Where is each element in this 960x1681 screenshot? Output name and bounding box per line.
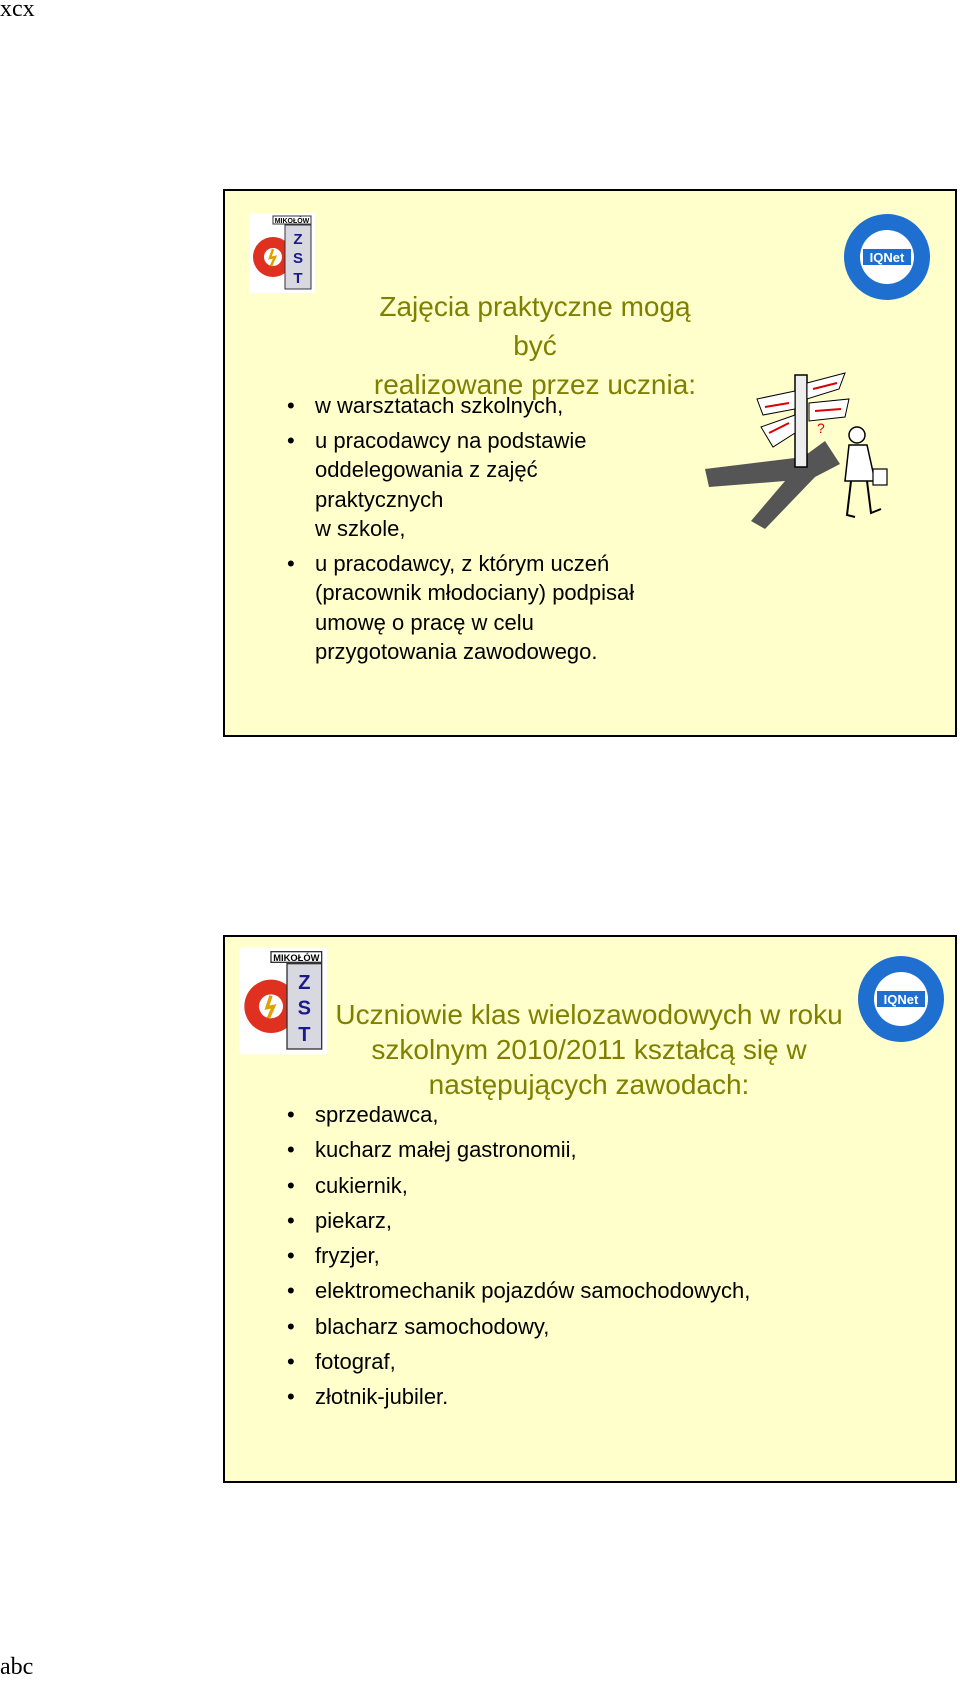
- list-item: • fryzjer,: [279, 1238, 919, 1273]
- list-item: • u pracodawcy, z którym uczeń (pracownik młodociany) podpisał umowę o pracę w celu przygotowania zawodowego.: [279, 549, 679, 667]
- slide-1: [223, 189, 957, 737]
- list-item: • elektromechanik pojazdów samochodowych,: [279, 1273, 919, 1308]
- page-footer-text: abc: [0, 1654, 34, 1680]
- school-logo-name: MIKOŁÓW: [274, 218, 310, 225]
- list-item: • kucharz małej gastronomii,: [279, 1132, 919, 1167]
- slide-1-title: Zajęcia praktyczne mogą być realizowane przez ucznia:: [373, 291, 697, 400]
- school-logo-name: MIKOŁÓW: [273, 953, 320, 963]
- iqnet-certified-logo: [857, 955, 945, 1043]
- slide-1-bullet-list: [279, 391, 679, 672]
- school-logo-zst: [249, 213, 315, 293]
- cert-logo-text: IQNet: [869, 250, 905, 265]
- svg-text:Z: Z: [293, 231, 303, 248]
- svg-text:?: ?: [817, 420, 825, 436]
- list-item: • sprzedawca,: [279, 1097, 919, 1132]
- svg-text:S: S: [297, 997, 312, 1020]
- cert-logo-text: IQNet: [883, 992, 919, 1007]
- list-item: • złotnik-jubiler.: [279, 1379, 919, 1414]
- list-item: • w warsztatach szkolnych,: [279, 391, 679, 421]
- list-item: • piekarz,: [279, 1203, 919, 1238]
- slide-2: [223, 935, 957, 1483]
- list-item: • fotograf,: [279, 1344, 919, 1379]
- svg-text:S: S: [292, 250, 304, 267]
- page-header-text: xcx: [0, 0, 35, 22]
- list-item: • blacharz samochodowy,: [279, 1309, 919, 1344]
- list-item: • u pracodawcy na podstawie oddelegowania z zajęć praktycznych w szkole,: [279, 426, 679, 544]
- school-logo-zst: [239, 947, 327, 1055]
- iqnet-certified-logo: [843, 213, 931, 301]
- slide-2-bullet-list: [279, 1097, 919, 1415]
- slide-2-title: Uczniowie klas wielozawodowych w roku szkolnym 2010/2011 kształcą się w następujących zawodach:: [335, 999, 843, 1100]
- signpost-illustration: [705, 369, 901, 537]
- svg-text:T: T: [293, 270, 303, 287]
- svg-text:T: T: [298, 1024, 311, 1046]
- svg-text:Z: Z: [298, 972, 311, 994]
- list-item: • cukiernik,: [279, 1168, 919, 1203]
